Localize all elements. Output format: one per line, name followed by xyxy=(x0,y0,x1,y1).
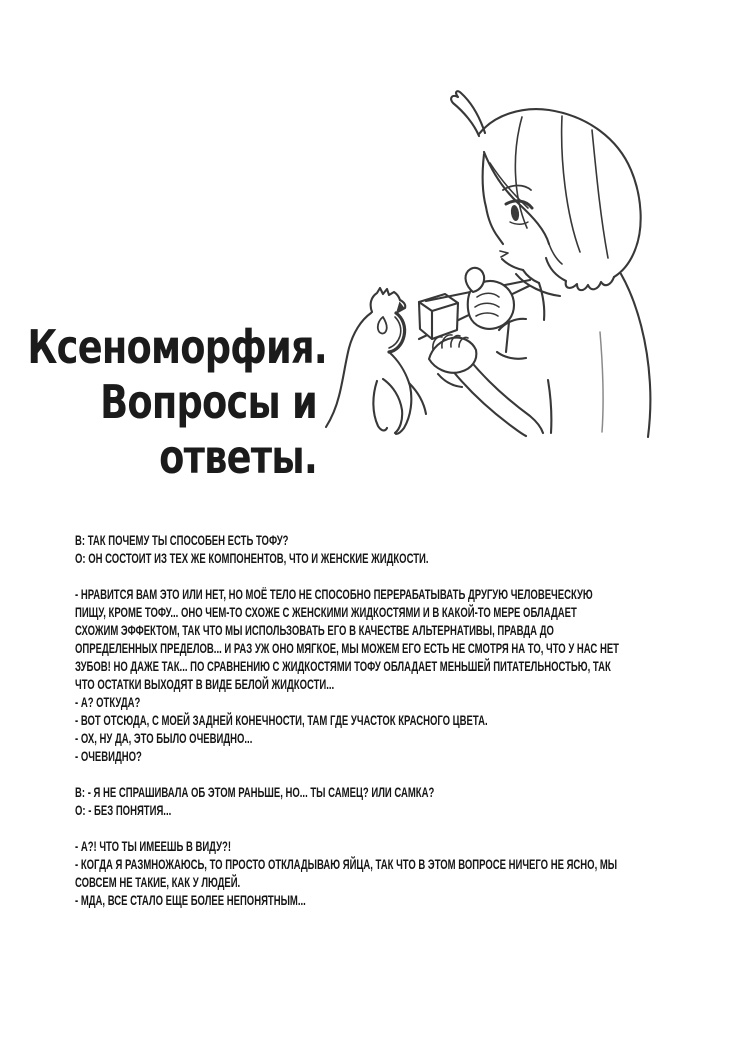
dialogue-line: - ОЧЕВИДНО? xyxy=(75,748,142,764)
girl-side-line xyxy=(600,332,603,432)
girl-mouth xyxy=(500,251,508,257)
girl-back-curve xyxy=(621,274,650,437)
tofu-cube xyxy=(419,294,458,339)
girl-illustration xyxy=(451,91,650,437)
creature-mouth-inner xyxy=(389,317,401,348)
dialogue-line: ПИЩУ, КРОМЕ ТОФУ... ОНО ЧЕМ-ТО СХОЖЕ С ЖЕНСКИМИ ЖИДКОСТЯМИ И В КАКОЙ-ТО МЕРЕ ОБЛАДАЕТ xyxy=(75,604,577,620)
dialogue-line: - А?! ЧТО ТЫ ИМЕЕШЬ В ВИДУ?! xyxy=(75,838,231,854)
creature-illustration xyxy=(326,288,426,434)
sweat-drop-icon xyxy=(378,317,387,333)
creature-body-left xyxy=(326,313,371,427)
dialogue-line: ЗУБОВ! НО ДАЖЕ ТАК... ПО СРАВНЕНИЮ С ЖИДКОСТЯМИ ТОФУ ОБЛАДАЕТ МЕНЬШЕЙ ПИТАТЕЛЬНОСТЬЮ, ТАК xyxy=(75,658,611,674)
dialogue-blank-line xyxy=(75,567,687,585)
dialogue-line: - А? ОТКУДА? xyxy=(75,694,141,710)
dialogue-line: СХОЖИМ ЭФФЕКТОМ, ТАК ЧТО МЫ ИСПОЛЬЗОВАТЬ ЕГО В КАЧЕСТВЕ АЛЬТЕРНАТИВЫ, ПРАВДА ДО xyxy=(75,622,554,638)
title-line-2: Вопросы и xyxy=(100,375,317,429)
girl-collar xyxy=(516,274,560,296)
page-title xyxy=(27,320,327,485)
dialogue-line: - ВОТ ОТСЮДА, С МОЕЙ ЗАДНЕЙ КОНЕЧНОСТИ, ТАМ ГДЕ УЧАСТОК КРАСНОГО ЦВЕТА. xyxy=(75,712,488,728)
girl-chest xyxy=(539,283,544,320)
creature-head xyxy=(371,288,400,312)
dialogue-line: - КОГДА Я РАЗМНОЖАЮСЬ, ТО ПРОСТО ОТКЛАДЫВАЮ ЯЙЦА, ТАК ЧТО В ЭТОМ ВОПРОСЕ НИЧЕГО НЕ ЯСНО, МЫ xyxy=(75,856,618,872)
creature-belly xyxy=(389,352,411,434)
dialogue-line: ЧТО ОСТАТКИ ВЫХОДЯТ В ВИДЕ БЕЛОЙ ЖИДКОСТИ... xyxy=(75,676,335,692)
girl-front-line xyxy=(548,380,551,433)
girl-ahoge xyxy=(451,91,485,136)
girl-left-hand xyxy=(429,335,476,387)
girl-hair-strand-1 xyxy=(562,116,580,252)
girl-right-hand xyxy=(466,268,514,329)
creature-wing-inner xyxy=(383,379,402,433)
girl-hair-strand-4 xyxy=(549,244,562,264)
dialogue-line: В: ТАК ПОЧЕМУ ТЫ СПОСОБЕН ЕСТЬ ТОФУ? xyxy=(75,532,289,548)
girl-hair-strand-2 xyxy=(592,130,608,258)
illustration xyxy=(318,78,658,440)
title-line-1: Ксеноморфия. xyxy=(27,320,327,374)
girl-pupil xyxy=(510,205,520,222)
dialogue-blank-line xyxy=(75,765,687,783)
dialogue-line: СОВСЕМ НЕ ТАКИЕ, КАК У ЛЮДЕЙ. xyxy=(75,874,241,890)
title-line-3: ответы. xyxy=(159,430,317,484)
dialogue-line: - ОХ, НУ ДА, ЭТО БЫЛО ОЧЕВИДНО... xyxy=(75,730,253,746)
girl-jaw xyxy=(502,259,523,270)
dialogue-line: - НРАВИТСЯ ВАМ ЭТО ИЛИ НЕТ, НО МОЁ ТЕЛО НЕ СПОСОБНО ПЕРЕРАБАТЫВАТЬ ДРУГУЮ ЧЕЛОВЕЧЕСКУЮ xyxy=(75,586,593,602)
dialogue-blank-line xyxy=(75,819,687,837)
dialogue-line: О: ОН СОСТОИТ ИЗ ТЕХ ЖЕ КОМПОНЕНТОВ, ЧТО И ЖЕНСКИЕ ЖИДКОСТИ. xyxy=(75,550,429,566)
girl-hair-tips xyxy=(546,258,614,290)
dialogue-line: - МДА, ВСЕ СТАЛО ЕЩЕ БОЛЕЕ НЕПОНЯТНЫМ... xyxy=(75,892,306,908)
dialogue-line: О: - БЕЗ ПОНЯТИЯ... xyxy=(75,802,172,818)
dialogue-line: В: - Я НЕ СПРАШИВАЛА ОБ ЭТОМ РАНЬШЕ, НО... ТЫ САМЕЦ? ИЛИ САМКА? xyxy=(75,784,435,800)
dialogue-line: ОПРЕДЕЛЕННЫХ ПРЕДЕЛОВ... И РАЗ УЖ ОНО МЯГКОЕ, МЫ МОЖЕМ ЕГО ЕСТЬ НЕ СМОТРЯ НА ТО, ЧТО У НАС НЕТ xyxy=(75,640,619,656)
dialogue-block xyxy=(75,531,687,909)
creature-wing xyxy=(373,381,387,430)
feeding-scene xyxy=(419,268,530,387)
